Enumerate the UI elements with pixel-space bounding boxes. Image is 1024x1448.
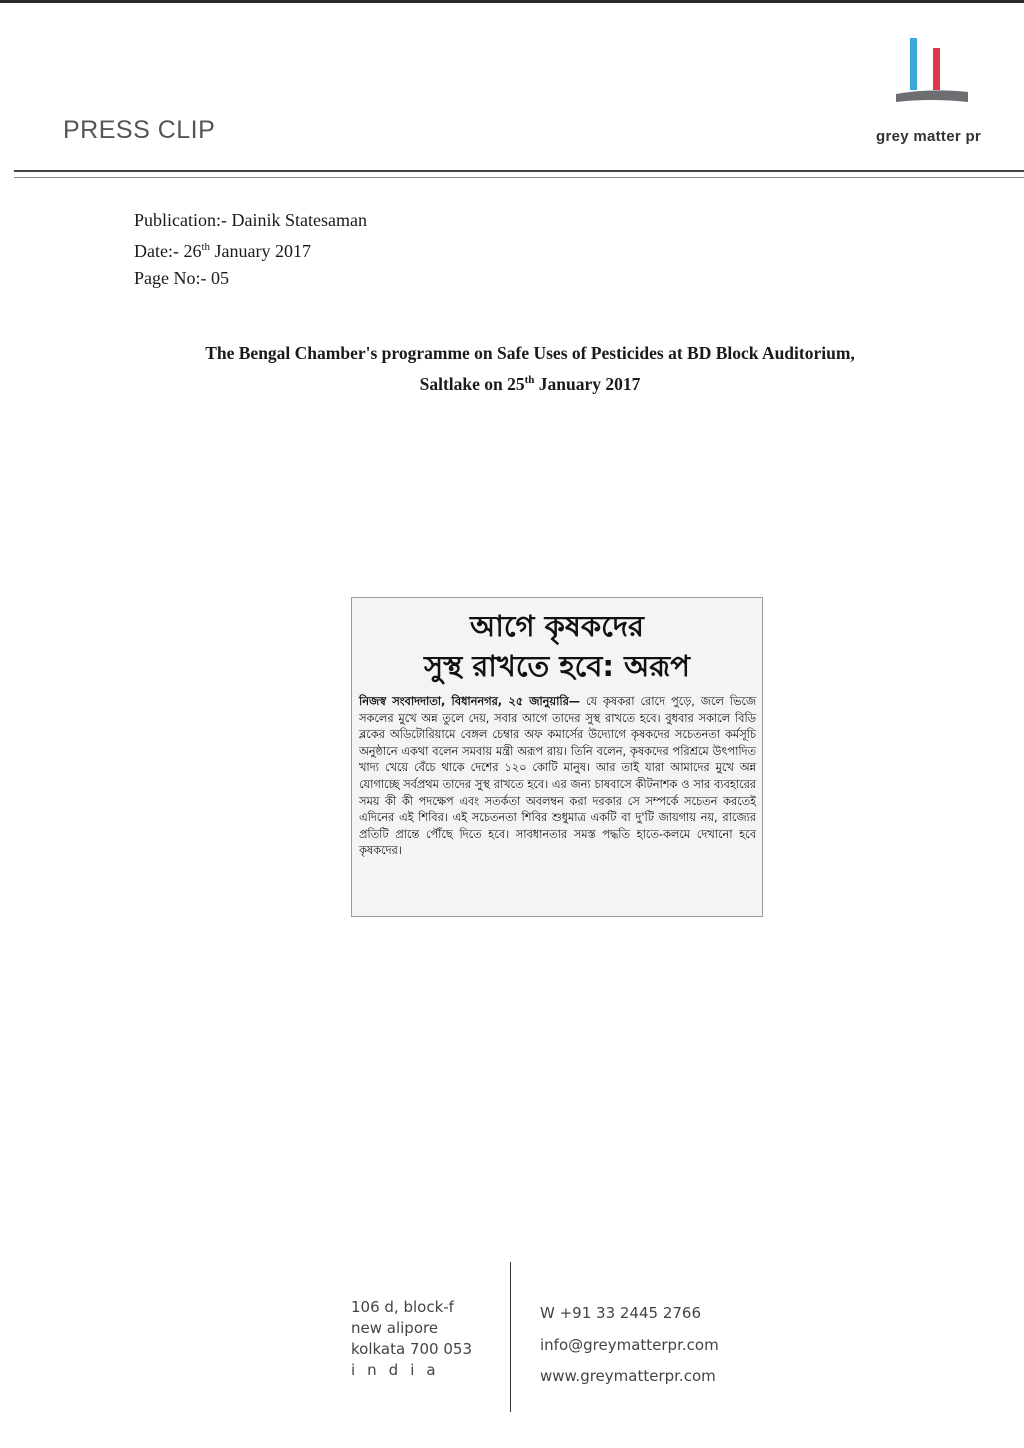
header-rule-thin [14, 177, 1024, 178]
logo-text: grey matter pr [876, 128, 982, 145]
footer-address [351, 1297, 472, 1381]
email-address[interactable]: info@greymatterpr.com [540, 1335, 719, 1354]
address-line-3: kolkata 700 053 [351, 1340, 472, 1358]
clipping-dateline: নিজস্ব সংবাদদাতা, বিধাননগর, ২৫ জানুয়ারি— [359, 695, 581, 708]
headline-line-2 [100, 367, 960, 398]
footer-contact [540, 1298, 719, 1393]
headline-line-2-suffix: January 2017 [534, 373, 641, 394]
headline-date-sup: th [524, 374, 535, 386]
page-top-edge [0, 0, 1024, 3]
logo-blue-bar [910, 38, 917, 90]
page-number-line: Page No:- 05 [134, 268, 229, 288]
clipping-text: যে কৃষকরা রোদে পুড়ে, জলে ভিজে সকলের মুখে অন্ন তুলে দেয়, সবার আগে তাদের সুস্থ রাখতে হবে। বুধবার সকালে বিডি ব্লকের অডিটোরিয়ামে বেঙ্গল চেম্বার অফ কমার্সের উদ্যোগে কৃষকদের সচেতনতা কর্মসূচি অনুষ্ঠানে একথা বলেন সমবায় মন্ত্রী অরূপ রায়। তিনি বলেন, কৃষকদের পরিশ্রমে উৎপাদিত খাদ্য খেয়ে বেঁচে থাকে দেশের ১২০ কোটি মানুষ। আর তাই যারা আমাদের মুখে অন্ন যোগাচ্ছে সর্বপ্রথম তাদের সুস্থ রাখতে হবে। এর জন্য চাষবাসে কীটনাশক ও সার ব্যবহারের সময় কী কী পদক্ষেপ এবং সতর্কতা অবলম্বন করা দরকার সে সম্পর্কে সচেতন করতেই এদিনের এই শিবির। এই সচেতনতা শিবির শুধুমাত্র একটি বা দু'টি জায়গায় নয়, রাজ্যের প্রতিটি প্রান্তে পৌঁছে দিতে হবে। সাবধানতার সমস্ত পদ্ধতি হাতে-কলমে দেখানো হবে কৃষকদের। [359, 695, 757, 858]
address-country: india [351, 1361, 448, 1379]
grey-matter-logo [890, 36, 970, 106]
date-year: January 2017 [210, 241, 312, 261]
headline-line-1: The Bengal Chamber's programme on Safe Uses of Pesticides at BD Block Auditorium, [205, 343, 855, 363]
phone-number: W +91 33 2445 2766 [540, 1304, 701, 1322]
publication-meta [134, 207, 367, 292]
headline-line-2-prefix: Saltlake on 25 [419, 373, 525, 394]
header-rule [14, 170, 1024, 172]
newspaper-clipping [351, 597, 763, 917]
clipping-body [359, 694, 756, 860]
date-suffix-sup: th [201, 241, 211, 253]
logo-red-bar [933, 48, 940, 90]
address-line-1: 106 d, block-f [351, 1298, 454, 1316]
logo-grey-stroke [896, 90, 968, 102]
address-line-2: new alipore [351, 1319, 439, 1337]
clip-headline [100, 340, 960, 398]
footer-divider [510, 1262, 511, 1412]
clipping-title-line-2: সুস্থ রাখতে হবে: অরূপ [423, 649, 690, 683]
press-clip-label: PRESS CLIP [63, 116, 216, 144]
clipping-title [352, 606, 762, 686]
website-url[interactable]: www.greymatterpr.com [540, 1367, 716, 1385]
date-line [134, 234, 367, 265]
clipping-title-line-1: আগে কৃষকদের [470, 609, 644, 643]
date-prefix: Date:- 26 [134, 241, 202, 261]
publication-line: Publication:- Dainik Statesaman [134, 210, 367, 230]
